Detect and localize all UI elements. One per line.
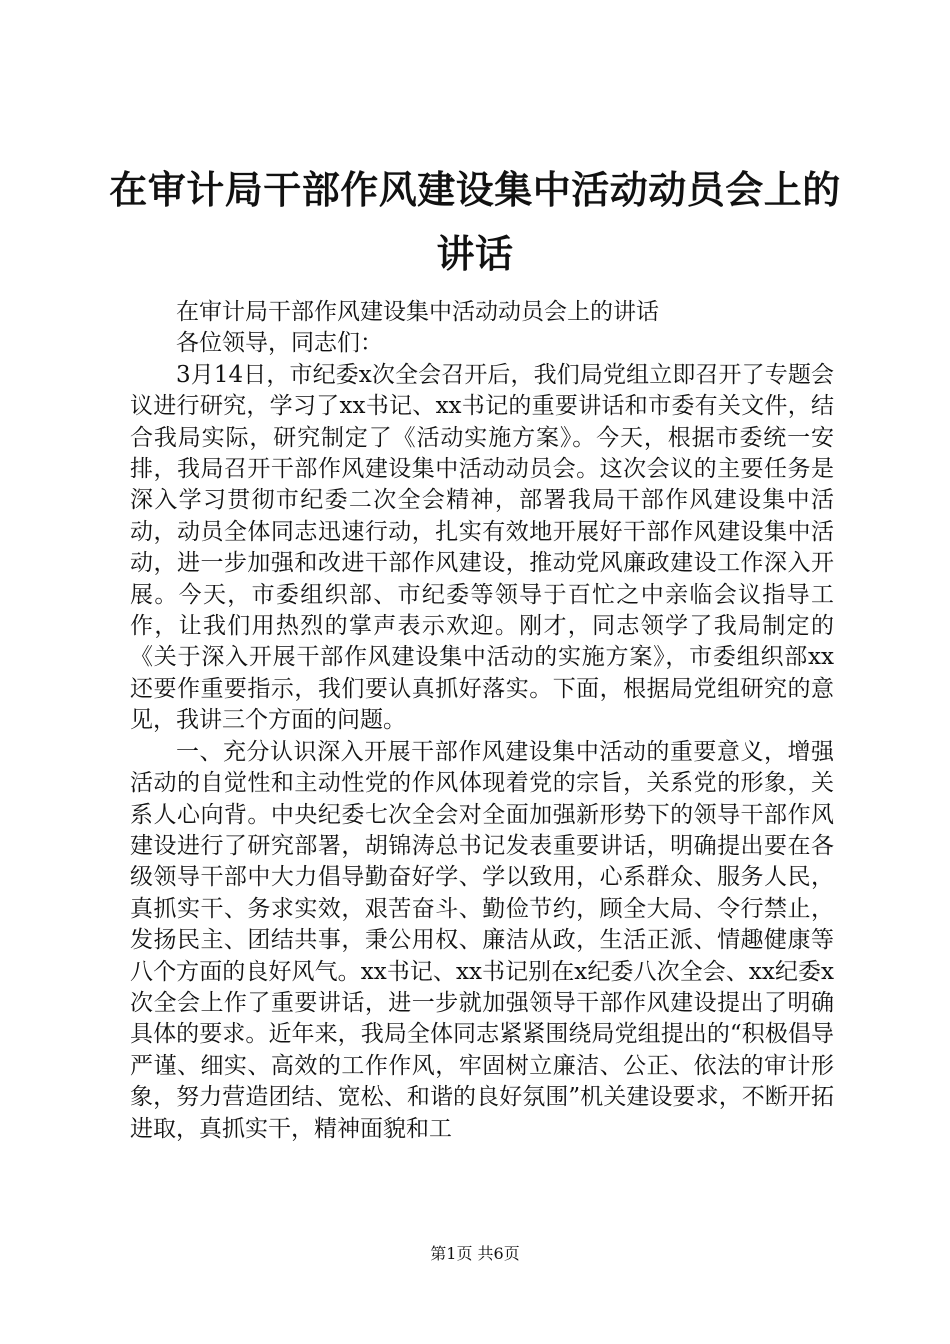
body-paragraph: 3月14日，市纪委x次全会召开后，我们局党组立即召开了专题会议进行研究，学习了xx书记、xx书记的重要讲话和市委有关文件，结合我局实际，研究制定了《活动实施方案》。今天，根据市委统一安排，我局召开干部作风建设集中活动动员会。这次会议的主要任务是深入学习贯彻市纪委二次全会精神，部署我局干部作风建设集中活动，动员全体同志迅速行动，扎实有效地开展好干部作风建设集中活动，进一步加强和改进干部作风建设，推动党风廉政建设工作深入开展。今天，市委组织部、市纪委等领导于百忙之中亲临会议指导工作，让我们用热烈的掌声表示欢迎。刚才，同志领学了我局制定的《关于深入开展干部作风建设集中活动的实施方案》，市委组织部xx还要作重要指示，我们要认真抓好落实。下面，根据局党组研究的意见，我讲三个方面的问题。 — [130, 361, 834, 734]
page-footer: 第1页 共6页 — [430, 1244, 520, 1263]
salutation-paragraph: 各位领导，同志们： — [176, 330, 383, 357]
document-title: 在审计局干部作风建设集中活动动员会上的讲话 — [109, 167, 841, 276]
body-paragraph: 一、充分认识深入开展干部作风建设集中活动的重要意义，增强活动的自觉性和主动性党的作风体现着党的宗旨，关系党的形象，关系人心向背。中央纪委七次全会对全面加强新形势下的领导干部作风建设进行了研究部署，胡锦涛总书记发表重要讲话，明确提出要在各级领导干部中大力倡导勤奋好学、学以致用，心系群众、服务人民，真抓实干、务求实效，艰苦奋斗、勤俭节约，顾全大局、令行禁止，发扬民主、团结共事，秉公用权、廉洁从政，生活正派、情趣健康等八个方面的良好风气。xx书记、xx书记别在x纪委八次全会、xx纪委x次全会上作了重要讲话，进一步就加强领导干部作风建设提出了明确具体的要求。近年来，我局全体同志紧紧围绕局党组提出的“积极倡导严谨、细实、高效的工作作风，牢固树立廉洁、公正、依法的审计形象，努力营造团结、宽松、和谐的良好氛围”机关建设要求，不断开拓进取，真抓实干，精神面貌和工 — [130, 738, 834, 1142]
document-body — [130, 297, 834, 1145]
subtitle-paragraph: 在审计局干部作风建设集中活动动员会上的讲话 — [176, 299, 659, 325]
